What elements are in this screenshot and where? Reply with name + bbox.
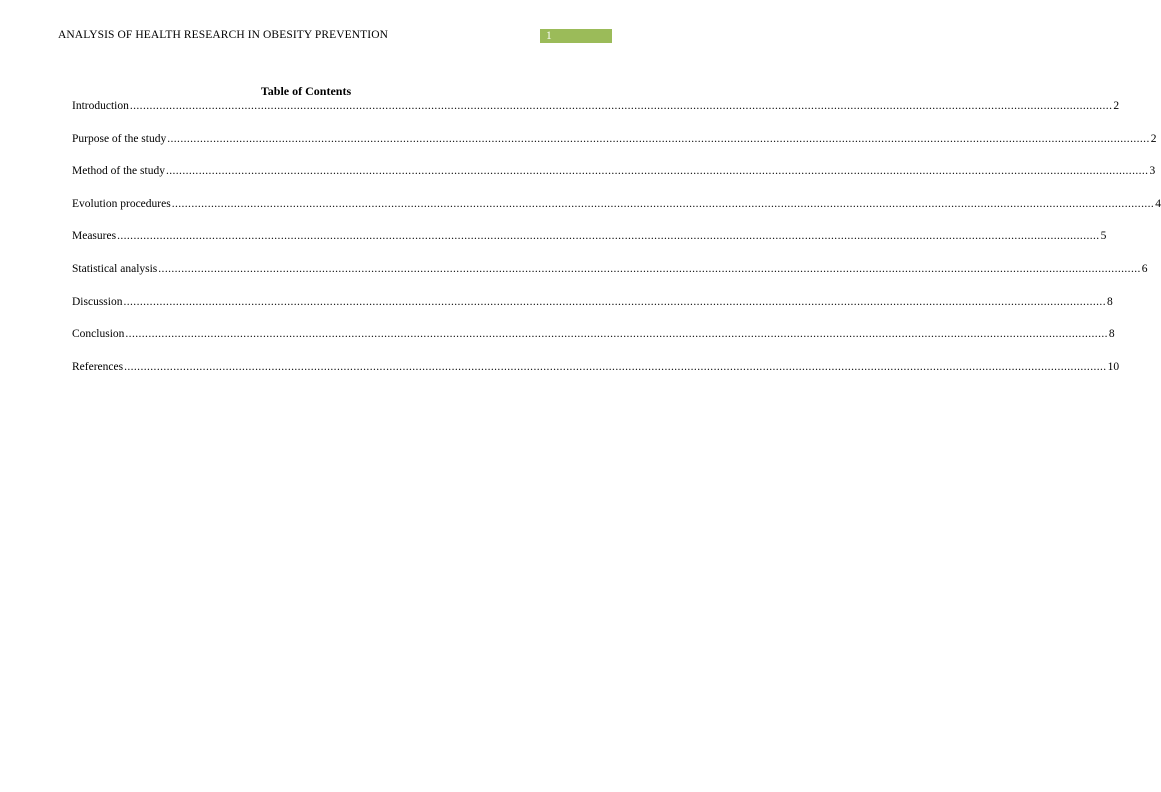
toc-entry[interactable] (72, 229, 1107, 262)
toc-title: Table of Contents (260, 84, 352, 98)
toc-entry[interactable] (72, 132, 1157, 165)
toc-list (72, 99, 1161, 392)
toc-entry-title[interactable]: Evolution procedures (72, 197, 171, 210)
toc-entry[interactable] (72, 164, 1156, 197)
toc-page-number[interactable]: 2 (1113, 100, 1120, 112)
toc-leader: ............................................................................................................................................................................................................................................................................................................ (167, 132, 1150, 145)
toc-leader: ............................................................................................................................................................................................................................................................................................................ (124, 360, 1107, 373)
toc-entry-title[interactable]: Statistical analysis (72, 262, 158, 275)
toc-leader: ............................................................................................................................................................................................................................................................................................................ (129, 100, 1113, 112)
toc-entry[interactable] (72, 360, 1120, 393)
toc-page-number[interactable]: 8 (1106, 295, 1113, 308)
toc-leader: ............................................................................................................................................................................................................................................................................................................ (158, 262, 1141, 275)
toc-entry[interactable] (72, 262, 1148, 295)
page-number-box (540, 29, 612, 43)
toc-leader: ............................................................................................................................................................................................................................................................................................................ (123, 295, 1106, 308)
toc-entry[interactable] (72, 99, 1120, 132)
toc-leader: ............................................................................................................................................................................................................................................................................................................ (117, 230, 1100, 243)
toc-page-number[interactable]: 8 (1108, 328, 1115, 341)
toc-entry[interactable] (72, 327, 1115, 360)
toc-page-number[interactable]: 3 (1149, 165, 1156, 178)
toc-leader: ............................................................................................................................................................................................................................................................................................................ (165, 165, 1149, 178)
toc-entry-title[interactable]: Method of the study (72, 165, 165, 178)
toc-page-number[interactable]: 2 (1150, 132, 1157, 145)
toc-leader: ............................................................................................................................................................................................................................................................................................................ (125, 328, 1108, 341)
toc-entry-title[interactable]: Conclusion (72, 328, 125, 341)
toc-entry-title[interactable]: References (72, 360, 124, 373)
toc-leader: ............................................................................................................................................................................................................................................................................................................ (171, 197, 1155, 210)
toc-entry-title[interactable]: Measures (72, 230, 117, 243)
toc-page-number[interactable]: 4 (1155, 197, 1161, 210)
toc-page-number[interactable]: 5 (1100, 230, 1107, 243)
toc-entry-title[interactable]: Introduction (72, 100, 129, 112)
toc-entry-title[interactable]: Discussion (72, 295, 123, 308)
running-head: ANALYSIS OF HEALTH RESEARCH IN OBESITY PREVENTION (58, 29, 389, 41)
toc-entry[interactable] (72, 197, 1161, 230)
toc-entry[interactable] (72, 295, 1113, 328)
toc-page-number[interactable]: 10 (1107, 360, 1120, 373)
toc-page-number[interactable]: 6 (1141, 262, 1148, 275)
toc-entry-title[interactable]: Purpose of the study (72, 132, 167, 145)
page-number: 1 (546, 30, 552, 42)
